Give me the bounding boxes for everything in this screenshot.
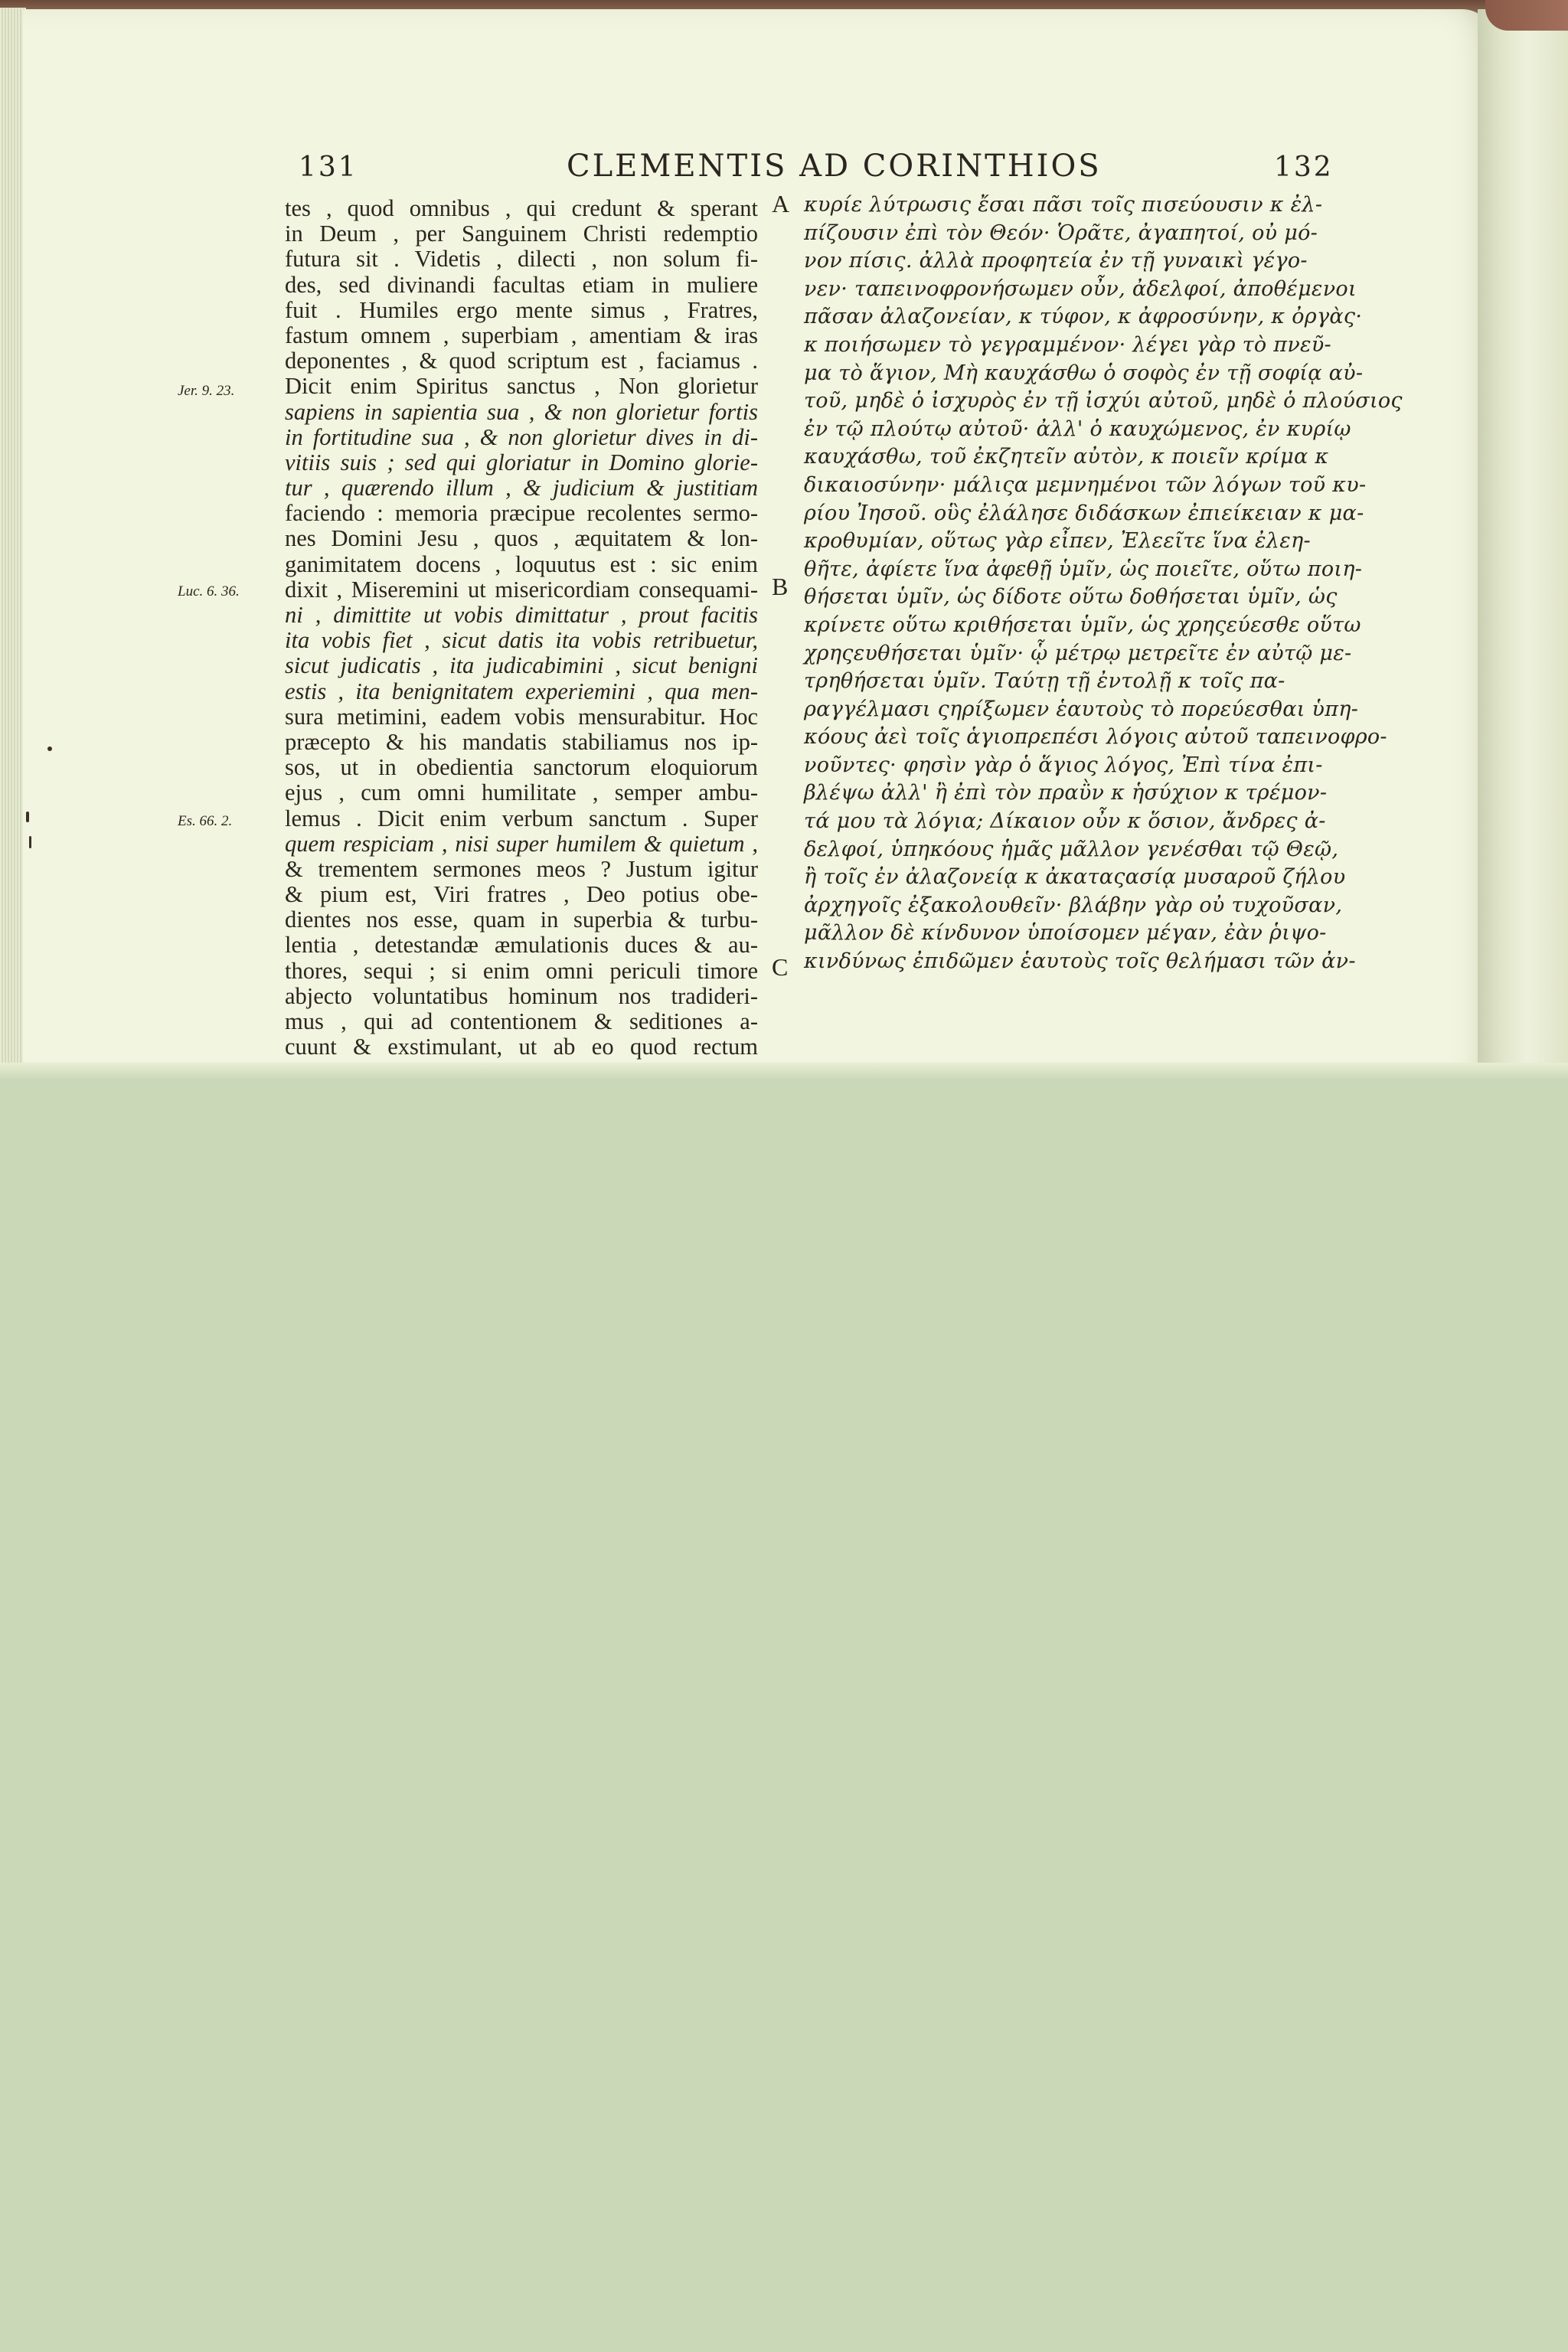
greek-text-line: θῆτε, ἀφίετε ἵνα ἀφεθῇ ὑμῖν, ὡς ποιεῖτε, οὕτω ποιη- [804,557,1363,581]
latin-text-line: nes Domini Jesu , quos , æquitatem & lon- [285,525,758,552]
ink-speck [29,836,31,848]
section-letter-a: A [772,190,790,217]
greek-text-line: μᾶλλον δὲ κίνδυνον ὑποίσομεν μέγαν, ἐὰν ῥιψο- [804,921,1327,946]
latin-text-line: ganimitatem docens , loquutus est : sic enim [285,550,758,577]
latin-text-line: cuunt & exstimulant, ut ab eo quod rectum [285,1034,758,1060]
section-letter-c: C [772,953,789,981]
latin-text-line: sicut judicatis , ita judicabimini , sicut benigni [285,652,758,679]
greek-column [804,191,1403,976]
greek-text-line: κροθυμίαν, οὕτως γὰρ εἶπεν, Ἐλεεῖτε ἵνα ἐλεη- [804,529,1311,554]
greek-text-line: ραγγέλμασι ςηρίξωμεν ἑαυτοὺς τὸ πορεύεσθαι ὑπη- [804,697,1359,721]
section-letter-b: B [772,573,789,600]
greek-text-line: νοῦντες· φησὶν γὰρ ὁ ἅγιος λόγος, Ἐπὶ τίνα ἐπι- [804,753,1323,777]
greek-text-line: ἀρχηγοῖς ἐξακολουθεῖν· βλάβην γὰρ οὐ τυχοῦσαν, [804,893,1343,917]
latin-text-line: sura metimini, eadem vobis mensurabitur. Hoc [285,703,758,730]
latin-column [285,196,758,1060]
greek-text-line: κυρίε λύτρωσις ἔσαι πᾶσι τοῖς πισεύουσιν κ ἐλ- [804,193,1323,217]
greek-text-line: δικαιοσύνην· μάλιςα μεμνημένοι τῶν λόγων τοῦ κυ- [804,472,1367,497]
latin-text-line: mus , qui ad contentionem & seditiones a- [285,1008,758,1034]
latin-text-line: & trementem sermones meos ? Justum igitur [285,855,758,882]
greek-text-line: κρίνετε οὕτω κριθήσεται ὑμῖν, ὡς χρηςεύεσθε οὕτω [804,612,1361,637]
latin-text-line: ita vobis fiet , sicut datis ita vobis retribuetur, [285,627,758,654]
scan-cutoff-edge [0,1063,1568,1080]
greek-text-line: καυχάσθω, τοῦ ἐκζητεῖν αὐτὸν, κ ποιεῖν κρίμα κ [804,445,1329,469]
running-title: CLEMENTIS AD CORINTHIOS [567,149,1102,184]
ink-speck [26,812,29,822]
greek-text-line: μα τὸ ἅγιον, Μὴ καυχάσθω ὁ σοφὸς ἐν τῇ σοφίᾳ αὐ- [804,361,1364,385]
latin-text-line: dixit , Miseremini ut misericordiam consequami- [285,576,758,603]
latin-text-line: in fortitudine sua , & non glorietur dives in di- [285,423,758,450]
latin-text-line: præcepto & his mandatis stabiliamus nos ip- [285,728,758,755]
latin-text-line: des, sed divinandi facultas etiam in muliere [285,271,758,298]
latin-text-line: estis , ita benignitatem experiemini , qua men- [285,678,758,704]
greek-text-line: δελφοί, ὑπηκόους ἡμᾶς μᾶλλον γενέσθαι τῷ Θεῷ, [804,837,1339,861]
latin-text-line: lentia , detestandæ æmulationis duces & au- [285,932,758,959]
page-number-left: 131 [299,152,358,183]
greek-text-line: νεν· ταπεινοφρονήσωμεν οὖν, ἀδελφοί, ἀποθέμενοι [804,276,1357,301]
latin-text-line: tes , quod omnibus , qui credunt & sperant [285,195,758,221]
greek-text-line: χρηςευθήσεται ὑμῖν· ᾧ μέτρῳ μετρεῖτε ἐν αὐτῷ με- [804,641,1352,665]
latin-text-line: in Deum , per Sanguinem Christi redemptio [285,220,758,247]
latin-text-line: fastum omnem , superbiam , amentiam & iras [285,322,758,348]
margin-ref-luc: Luc. 6. 36. [178,583,240,599]
ink-speck [47,746,52,751]
margin-ref-es: Es. 66. 2. [178,813,233,829]
latin-text-line: ejus , cum omni humilitate , semper ambu- [285,779,758,806]
latin-text-line: thores, sequi ; si enim omni periculi timore [285,957,758,984]
latin-text-line: vitiis suis ; sed qui gloriatur in Domino glorie- [285,449,758,475]
latin-text-line: faciendo : memoria præcipue recolentes sermo- [285,500,758,527]
greek-text-line: ἐν τῷ πλούτῳ αὐτοῦ· ἀλλ' ὁ καυχώμενος, ἐν κυρίῳ [804,416,1351,441]
greek-text-line: τρηθήσεται ὑμῖν. Ταύτῃ τῇ ἐντολῇ κ τοῖς πα- [804,669,1285,694]
greek-text-line: βλέψω ἀλλ' ἢ ἐπὶ τὸν πραῢν κ ἡσύχιον κ τρέμον- [804,781,1328,805]
greek-text-line: τά μου τὰ λόγια; Δίκαιον οὖν κ ὅσιον, ἄνδρες ἀ- [804,809,1326,834]
latin-text-line: futura sit . Videtis , dilecti , non solum fi- [285,246,758,273]
latin-text-line: sos, ut in obedientia sanctorum eloquiorum [285,754,758,781]
greek-text-line: νον πίσις. ἀλλὰ προφητεία ἐν τῇ γυναικὶ γέγο- [804,249,1308,273]
page-curl-right [1478,9,1568,1076]
page-stack-edge [0,8,26,1076]
book-binding-corner [1485,0,1568,31]
latin-text-line: Dicit enim Spiritus sanctus , Non glorietur [285,373,758,400]
latin-text-line: quem respiciam , nisi super humilem & quietum , [285,830,758,857]
margin-ref-jer: Jer. 9. 23. [178,383,235,399]
greek-text-line: πίζουσιν ἐπὶ τὸν Θεόν· Ὁρᾶτε, ἀγαπητοί, οὐ μό- [804,220,1318,245]
latin-text-line: tur , quærendo illum , & judicium & justitiam [285,475,758,501]
latin-text-line: dientes nos esse, quam in superbia & turbu- [285,906,758,933]
latin-text-line: ni , dimittite ut vobis dimittatur , prout facitis [285,602,758,628]
greek-text-line: τοῦ, μηδὲ ὁ ἰσχυρὸς ἐν τῇ ἰσχύι αὐτοῦ, μηδὲ ὁ πλούσιος [804,389,1403,413]
greek-text-line: κόους ἀεὶ τοῖς ἁγιοπρεπέσι λόγοις αὐτοῦ ταπεινοφρο- [804,725,1387,750]
latin-text-line: & pium est, Viri fratres , Deo potius obe- [285,881,758,908]
greek-text-line: ρίου Ἰησοῦ. οὓς ἐλάλησε διδάσκων ἐπιείκειαν κ μα- [804,501,1364,525]
page-number-right: 132 [1274,152,1334,183]
greek-text-line: πᾶσαν ἀλαζονείαν, κ τύφον, κ ἀφροσύνην, κ ὀργὰς· [804,305,1363,329]
greek-text-line: κ ποιήσωμεν τὸ γεγραμμένον· λέγει γὰρ τὸ πνεῦ- [804,332,1331,357]
greek-text-line: ἢ τοῖς ἐν ἀλαζονείᾳ κ ἀκαταςασίᾳ μυσαροῦ ζήλου [804,865,1346,890]
latin-text-line: fuit . Humiles ergo mente simus , Fratres, [285,296,758,323]
greek-text-line: θήσεται ὑμῖν, ὡς δίδοτε οὕτω δοθήσεται ὑμῖν, ὡς [804,585,1338,609]
latin-text-line: abjecto voluntatibus hominum nos tradideri- [285,982,758,1009]
latin-text-line: sapiens in sapientia sua , & non glorietur fortis [285,398,758,425]
greek-text-line: κινδύνως ἐπιδῶμεν ἑαυτοὺς τοῖς θελήμασι τῶν ἀν- [804,949,1356,974]
latin-text-line: lemus . Dicit enim verbum sanctum . Super [285,805,758,831]
latin-text-line: deponentes , & quod scriptum est , faciamus . [285,348,758,374]
